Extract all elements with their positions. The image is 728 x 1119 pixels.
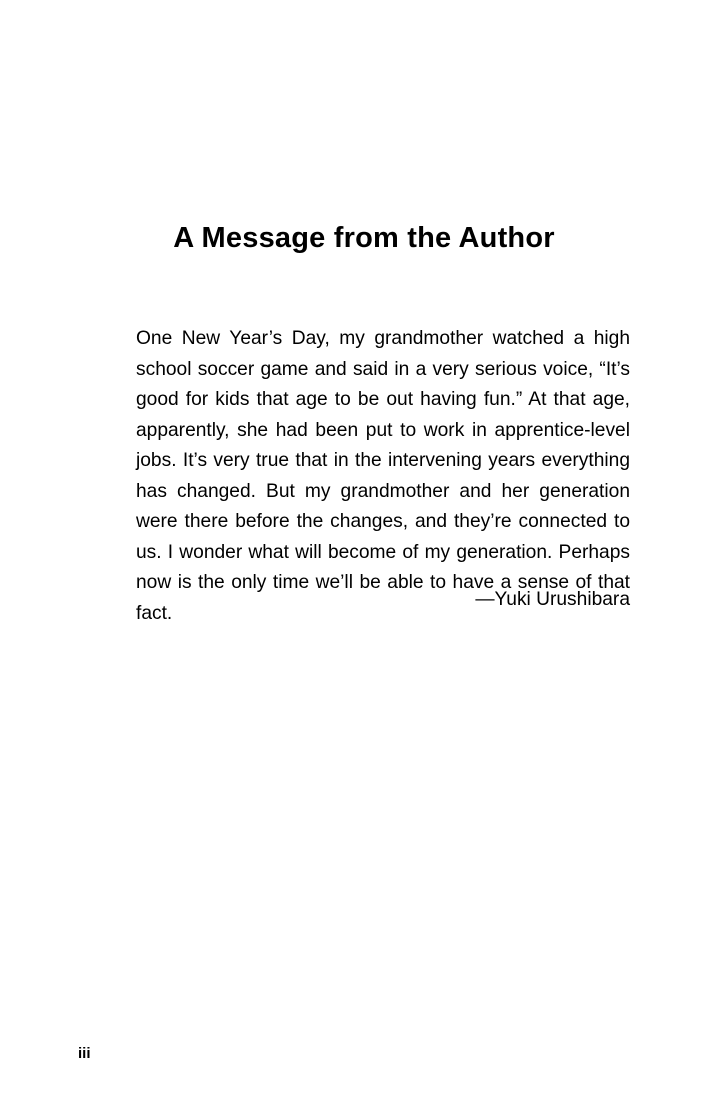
author-attribution: —Yuki Urushibara [475,589,630,610]
page-number: iii [78,1045,91,1062]
body-paragraph: One New Year’s Day, my grandmother watched a high school soccer game and said in a very serious voice, “It’s good for kids that age to be out having fun.” At that age, apparently, she had been put to work in apprentice-level jobs. It’s very true that in the intervening years everything has changed. But my grandmother and her generation were there before the changes, and they’re connected to us. I wonder what will become of my generation. Perhaps now is the only time we’ll be able to have a sense of that fact. [136,328,630,624]
page-title: A Message from the Author [173,222,555,255]
